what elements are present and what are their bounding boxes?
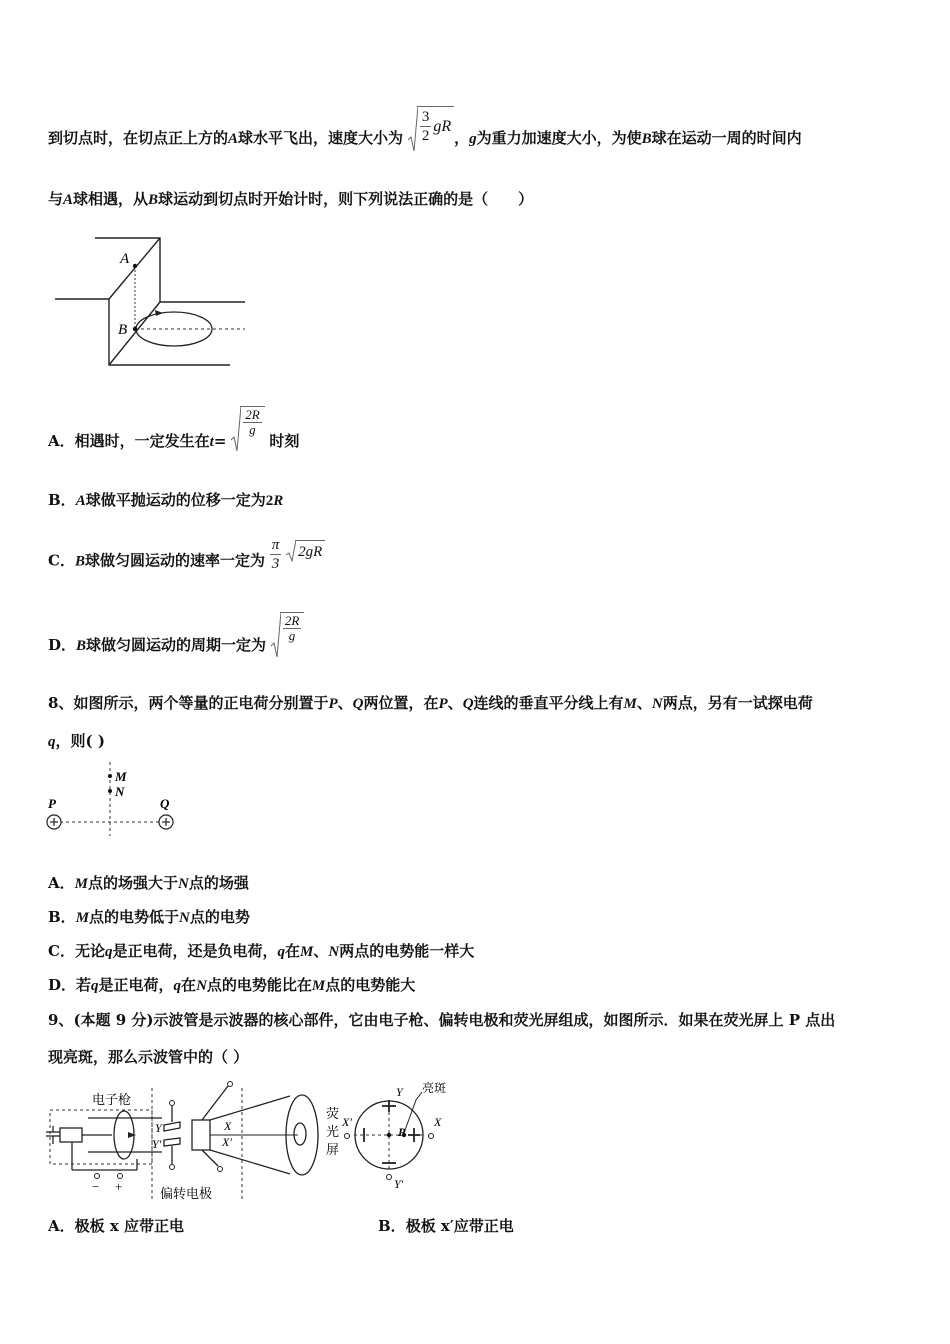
svg-text:屏: 屏 [326,1142,340,1157]
q7-text: 到切点时，在切点正上方的 [48,129,229,147]
q7-stem-line2: 与A球相遇，从B球运动到切点时开始计时，则下列说法正确的是（ ） [48,190,534,208]
svg-text:M: M [115,769,127,784]
svg-text:荧: 荧 [326,1106,340,1121]
svg-text:P: P [48,796,56,811]
svg-text:Y′: Y′ [394,1177,404,1191]
ball-b-label: B [641,131,652,147]
speed-sqrt [408,106,454,152]
sqrt-sign-icon [286,540,296,562]
sqrt-sign-icon [271,612,281,658]
fig-label-a: A [120,251,130,267]
q7-text: 球水平飞出，速度大小为 [238,129,404,147]
svg-text:Y′: Y′ [152,1137,162,1151]
q8-option-b[interactable]: B．M点的电势低于N点的电势 [48,908,250,926]
ball-a-label: A [228,131,239,147]
q9-option-a[interactable]: A．极板 x 应带正电 [48,1217,185,1235]
charge-p-icon [47,815,61,829]
ball-a-dot [133,264,137,268]
sqrt-sign-icon [231,406,241,452]
svg-text:X′: X′ [342,1115,352,1129]
svg-text:P: P [398,1125,406,1139]
svg-text:X: X [434,1115,442,1129]
q9-stem-line2: 现亮斑，那么示波管中的（ ） [48,1048,249,1066]
q9-stem-line1: 9、(本题 9 分)示波管是示波器的核心部件，它由电子枪、偏转电极和荧光屏组成，如图所示．如果在荧光屏上 P 点出 [48,1011,836,1029]
q7-option-d[interactable]: D．B球做匀圆运动的周期一定为 $\frac{2R}{g}$ [48,634,304,658]
svg-text:N: N [115,784,125,799]
heater-source-icon [46,1126,60,1144]
svg-text:Y: Y [396,1085,403,1099]
charge-q-icon [159,815,173,829]
point-n [108,789,112,793]
arrow-icon [155,310,163,316]
q7-option-c[interactable]: C．B球做匀圆运动的速率一定为 $\frac{\pi}{3}$ 2gR [48,550,325,573]
q7-option-b[interactable]: B．A球做平抛运动的位移一定为2R [48,491,284,509]
beam-arrow-icon [128,1132,136,1138]
svg-text:X′: X′ [222,1135,232,1149]
svg-text:+: + [115,1179,123,1194]
q7-stem-line1: 到切点时，在切点正上方的A球水平飞出，速度大小为 $\frac{3}{2}$ gR ，g为重力加速度大小，为使B球在运动一周的时间内 [48,126,802,152]
svg-text:−: − [92,1179,100,1194]
g-symbol: g [469,131,477,147]
fraction-3-2: $\frac{3}{2}$ [421,109,430,144]
svg-text:亮斑: 亮斑 [422,1081,447,1095]
q8-stem-line1: 8、如图所示，两个等量的正电荷分别置于P、Q两位置，在P、Q连线的垂直平分线上有M、N两点，另有一试探电荷 [48,694,813,712]
q8-option-c[interactable]: C．无论q是正电荷，还是负电荷，q在M、N两点的电势能一样大 [48,942,475,960]
svg-text:光: 光 [326,1124,340,1139]
fraction-pi-3: $\frac{\pi}{3}$ [271,537,280,572]
q8-option-a[interactable]: A．M点的场强大于N点的场强 [48,874,249,892]
q7-option-a[interactable]: A．相遇时，一定发生在t= $\frac{2R}{g}$ 时刻 [48,407,300,450]
time-sqrt: $\frac{2R}{g}$ [231,406,264,452]
svg-text:Y: Y [155,1121,162,1135]
sqrt-sign-icon [408,106,418,152]
q8-figure [42,760,187,838]
period-sqrt: $\frac{2R}{g}$ [271,612,304,658]
ball-b-dot [133,327,137,331]
q8-option-d[interactable]: D．若q是正电荷，q在N点的电势能比在M点的电势能大 [48,976,416,994]
deflect-label: 偏转电极 [160,1186,213,1201]
q7-figure [55,232,250,372]
q8-stem-line2: q，则( ) [48,732,105,750]
speed-sqrt-2gr: 2gR [286,540,325,562]
gR: gR [433,117,452,135]
svg-text:X: X [224,1119,232,1133]
gun-label: 电子枪 [92,1092,132,1107]
q9-oscilloscope-figure [42,1078,462,1206]
fig-label-b: B [118,322,128,338]
svg-text:Q: Q [160,796,170,811]
point-m [108,774,112,778]
q9-option-b[interactable]: B．极板 x′应带正电 [378,1217,514,1235]
